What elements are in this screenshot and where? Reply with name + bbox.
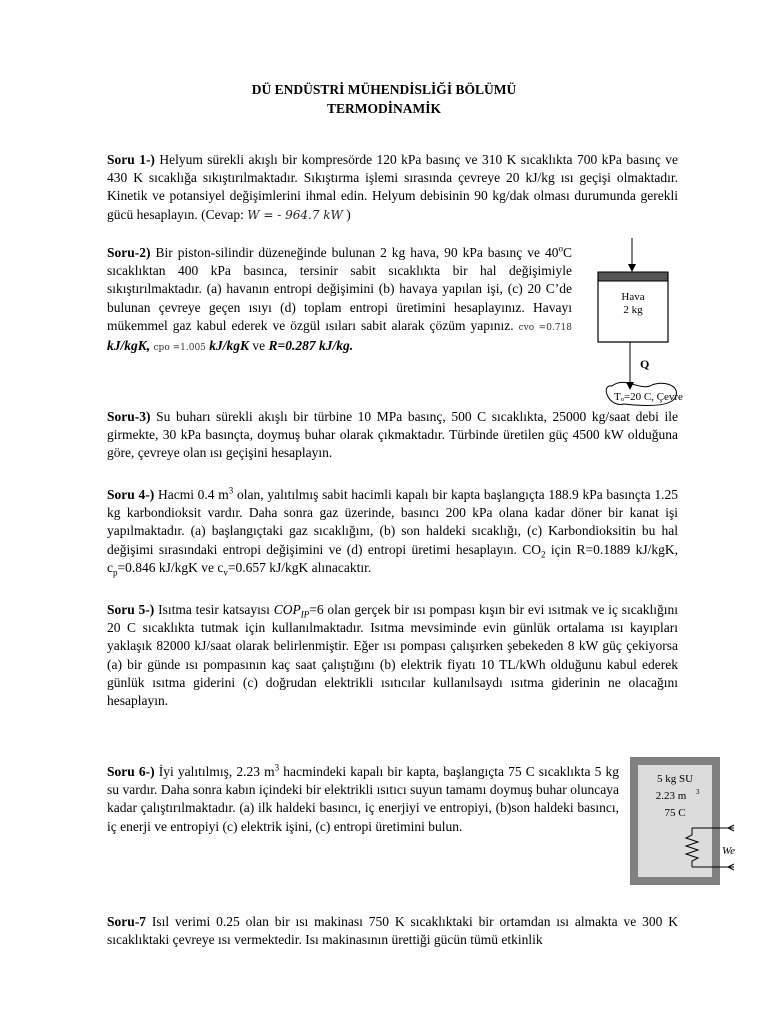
question-6-text-1: İyi yalıtılmış, 2.23 m	[154, 764, 275, 779]
question-4-text-1: Hacmi 0.4 m	[154, 487, 229, 502]
question-1-answer: W = - 964.7 kW	[247, 207, 343, 222]
question-7-label: Soru-7	[107, 914, 147, 929]
cp-unit: kJ/kgK	[205, 338, 250, 354]
cop-subscript: IP	[300, 609, 310, 620]
question-1-close: )	[342, 206, 351, 222]
tank-label-3: 75 C	[664, 807, 686, 819]
question-5	[107, 601, 678, 710]
force-arrow-icon	[628, 264, 636, 272]
volume-superscript: 3	[274, 762, 280, 773]
and-word: ve	[249, 338, 269, 354]
cv-subscript: v	[223, 567, 228, 578]
question-4-text-2: olan, yalıtılmış sabit hacimli kapalı bir kapta başlangıçta 188.9 kPa basınçta 1.25 kg karbondioksit vardır. Daha sonra gaz üzerinde, basıncı 200 kPa olana kadar döner bir kanat işi yapılmaktadır. (a) başlangıçtaki gaz sıcaklığını, (b) son haldeki sıcaklığı, (c) Karbondioksitin bu hal değişimi sırasındaki entropi değişimini ve (d) entropi üretimi hesaplayın. CO	[107, 487, 678, 557]
question-2-label: Soru-2)	[107, 245, 151, 260]
question-5-label: Soru 5-)	[107, 602, 155, 617]
question-4-text-3: için R=0.1889 kJ/kgK, c	[107, 541, 678, 575]
question-7	[107, 913, 678, 949]
tank-label-2: 2.23 m	[655, 790, 687, 802]
cv-value: cvo =0.718	[518, 322, 572, 333]
co2-subscript: 2	[541, 549, 546, 560]
degree-sign: o	[558, 243, 563, 254]
question-6-text-2: hacmindeki kapalı bir kapta, başlangıçta 75 C sıcaklıkta 5 kg su vardır. Daha sonra kabın içindeki bir elektrikli ısıtıcı suyun tamamı doymuş buhar oluncaya kadar çalıştırılmaktadır. (a) ilk haldeki basıncı, iç enerjiyi ve entropiyi, (b)son haldeki basıncı, iç enerji ve entropiyi (c) elektrik işini, (c) entropi üretimini bulun.	[107, 764, 620, 834]
question-4-label: Soru 4-)	[107, 487, 155, 502]
gas-mass: 2 kg	[623, 304, 643, 316]
question-1-text: Helyum sürekli akışlı bir kompresörde 120 kPa basınç ve 310 K sıcaklıkta 700 kPa basınç ve 430 K sıcaklığa sıkıştırılmaktadır. Sıkıştırma işlemi sırasında çevreye 20 kJ/kg ısı geçişi olmaktadır. Kinetik ve potansiyel değişimlerini ihmal edin. Helyum debisinin 90 kg/dak olması durumunda gerekli gücü hesaplayın. (Cevap:	[107, 152, 679, 222]
question-3	[107, 408, 678, 463]
question-1-label: Soru 1-)	[107, 152, 155, 167]
tank-label-2-superscript: 3	[696, 788, 700, 796]
question-5-text-1: Isıtma tesir katsayısı	[154, 602, 274, 617]
department-title: DÜ ENDÜSTRİ MÜHENDİSLİĞİ BÖLÜMÜ	[251, 82, 517, 97]
tank-label-1: 5 kg SU	[656, 773, 694, 785]
cp-value: cpo =1.005	[153, 343, 206, 354]
question-1	[107, 151, 678, 224]
question-6	[107, 763, 619, 836]
question-2-text-1: Bir piston-silindir düzeneğinde bulunan 2 kg hava, 90 kPa basınç ve 40	[150, 245, 559, 260]
question-4-text-4: =0.846 kJ/kgK ve c	[117, 559, 224, 575]
question-7-text: Isıl verimi 0.25 olan bir ısı makinası 750 K sıcaklıktaki bir ortamdan ısı almakta ve 300 K sıcaklıktaki çevreye ısı vermektedir. Isı makinasının ürettiği gücün tümü etkinlik	[107, 914, 678, 948]
question-2	[107, 244, 572, 357]
question-3-label: Soru-3)	[107, 409, 151, 424]
question-2-text-2: C sıcaklıktan 400 kPa basınca, tersinir sabit sıcaklıkta bir hal değişimiyle sıkıştırılmaktadır. (a) havanın entropi değişimini (b) havaya yapılan işi, (c) 20 C’de bulunan çevreye geçen ısıyı (d) toplam entropi üretimini hesaplayınız. Havayı mükemmel gaz kabul ederek ve özgül ısıları sabit alarak çözüm yapınız.	[107, 245, 572, 333]
surroundings-label: Tₒ=20 C, Çevre	[614, 391, 683, 403]
question-3-text: Su buharı sürekli akışlı bir türbine 10 MPa basınç, 500 C sıcaklıkta, 25000 kg/saat debi ile girmekte, 30 kPa basınçta, doymuş buhar olarak çıkmaktadır. Türbinde üretilen güç 4500 kW olduğuna göre, çevreye olan ısı geçişini hesaplayın.	[107, 409, 678, 461]
question-6-label: Soru 6-)	[107, 764, 155, 779]
question-4	[107, 486, 678, 577]
course-title: TERMODİNAMİK	[327, 101, 441, 116]
insulated-tank-figure	[630, 757, 740, 887]
heat-label: Q	[640, 357, 650, 371]
piston-cylinder-figure	[590, 236, 690, 408]
cp-subscript: p	[113, 567, 118, 578]
cop-symbol: COP	[273, 602, 301, 617]
electric-work-label: We	[722, 845, 736, 857]
question-5-text-2: =6 olan gerçek bir ısı pompası kışın bir evi ısıtmak ve iç sıcaklığını 20 C sıcaklıkta tutmak için kullanılmaktadır. Isıtma mevsiminde evin günlük ortalama ısı kayıpları yaklaşık 82000 kJ/saat olarak belirlenmiştir. Eğer ısı pompası çalışırken şebekeden 8 kW güç çekiyorsa (a) bir günde ısı pompasının kaç saat çalıştığını (b) elektrik fiyatı 10 TL/kWh olduğunu kabul ederek günlük ısıtma giderini (c) doğrudan elektrikli ısıtıcılar kullanılsaydı ısıtma giderinin ne olacağını hesaplayın.	[107, 602, 679, 709]
question-4-text-5: =0.657 kJ/kgK alınacaktır.	[227, 559, 372, 575]
piston	[598, 272, 668, 281]
gas-constant: R=0.287 kJ/kg.	[268, 338, 354, 354]
cubic-superscript: 3	[228, 485, 234, 496]
cv-unit: kJ/kgK,	[107, 338, 151, 354]
gas-label: Hava	[621, 291, 645, 303]
